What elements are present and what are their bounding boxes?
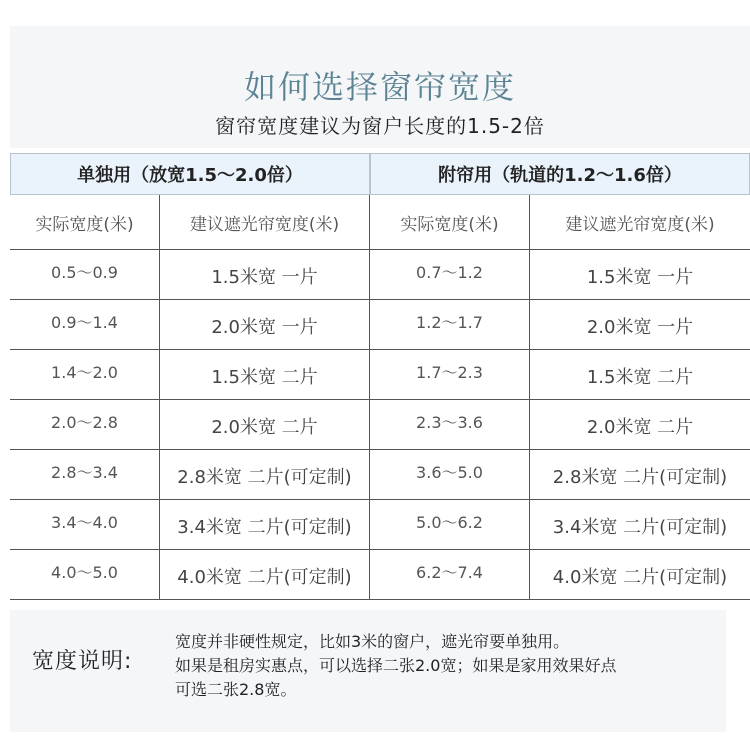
table-cell: 0.5～0.9 bbox=[10, 250, 160, 299]
column-header: 实际宽度(米) bbox=[370, 195, 530, 249]
note-line: 可选二张2.8宽。 bbox=[175, 680, 297, 699]
table-cell: 3.4～4.0 bbox=[10, 500, 160, 549]
header-panel bbox=[10, 26, 750, 148]
column-header: 实际宽度(米) bbox=[10, 195, 160, 249]
table-cell: 2.3～3.6 bbox=[370, 400, 530, 449]
width-table bbox=[10, 195, 750, 600]
table-cell: 1.5米宽 二片 bbox=[586, 367, 694, 388]
table-cell: 3.6～5.0 bbox=[370, 450, 530, 499]
table-cell: 6.2～7.4 bbox=[370, 550, 530, 599]
page-title: 如何选择窗帘宽度 bbox=[243, 68, 516, 106]
table-cell: 3.4米宽 二片(可定制) bbox=[552, 517, 728, 538]
table-cell: 1.4～2.0 bbox=[10, 350, 160, 399]
table-row bbox=[10, 500, 750, 550]
column-header: 建议遮光帘宽度(米) bbox=[565, 214, 715, 235]
table-cell: 4.0～5.0 bbox=[10, 550, 160, 599]
group-header-auxiliary: 附帘用（轨道的1.2～1.6倍） bbox=[370, 153, 750, 195]
table-row bbox=[10, 550, 750, 600]
table-cell: 2.8米宽 二片(可定制) bbox=[552, 467, 728, 488]
table-cell: 2.8～3.4 bbox=[10, 450, 160, 499]
note-label: 宽度说明: bbox=[32, 649, 133, 674]
table-cell: 5.0～6.2 bbox=[370, 500, 530, 549]
table-row bbox=[10, 350, 750, 400]
table-cell: 1.5米宽 二片 bbox=[160, 350, 370, 399]
group-header-standalone: 单独用（放宽1.5～2.0倍） bbox=[10, 153, 370, 195]
page-subtitle: 窗帘宽度建议为窗户长度的1.5-2倍 bbox=[215, 114, 545, 138]
table-cell: 2.0米宽 一片 bbox=[586, 317, 694, 338]
table-cell: 3.4米宽 二片(可定制) bbox=[160, 500, 370, 549]
table-cell: 0.7～1.2 bbox=[370, 250, 530, 299]
table-row bbox=[10, 450, 750, 500]
table-header-row bbox=[10, 195, 750, 250]
table-cell: 1.7～2.3 bbox=[370, 350, 530, 399]
width-note-panel bbox=[10, 610, 726, 732]
table-cell: 2.0～2.8 bbox=[10, 400, 160, 449]
table-cell: 2.0米宽 二片 bbox=[160, 400, 370, 449]
table-cell: 4.0米宽 二片(可定制) bbox=[160, 550, 370, 599]
table-row bbox=[10, 300, 750, 350]
table-cell: 2.8米宽 二片(可定制) bbox=[160, 450, 370, 499]
note-line: 如果是租房实惠点，可以选择二张2.0宽；如果是家用效果好点 bbox=[175, 656, 617, 675]
note-line: 宽度并非硬性规定，比如3米的窗户，遮光帘要单独用。 bbox=[175, 632, 570, 651]
table-cell: 2.0米宽 二片 bbox=[586, 417, 694, 438]
table-cell: 1.2～1.7 bbox=[370, 300, 530, 349]
table-cell: 4.0米宽 二片(可定制) bbox=[552, 567, 728, 588]
table-cell: 2.0米宽 一片 bbox=[160, 300, 370, 349]
table-row bbox=[10, 400, 750, 450]
table-cell: 1.5米宽 一片 bbox=[586, 267, 694, 288]
note-text bbox=[175, 630, 616, 702]
table-cell: 1.5米宽 一片 bbox=[160, 250, 370, 299]
column-header: 建议遮光帘宽度(米) bbox=[160, 195, 370, 249]
table-row bbox=[10, 250, 750, 300]
table-cell: 0.9～1.4 bbox=[10, 300, 160, 349]
